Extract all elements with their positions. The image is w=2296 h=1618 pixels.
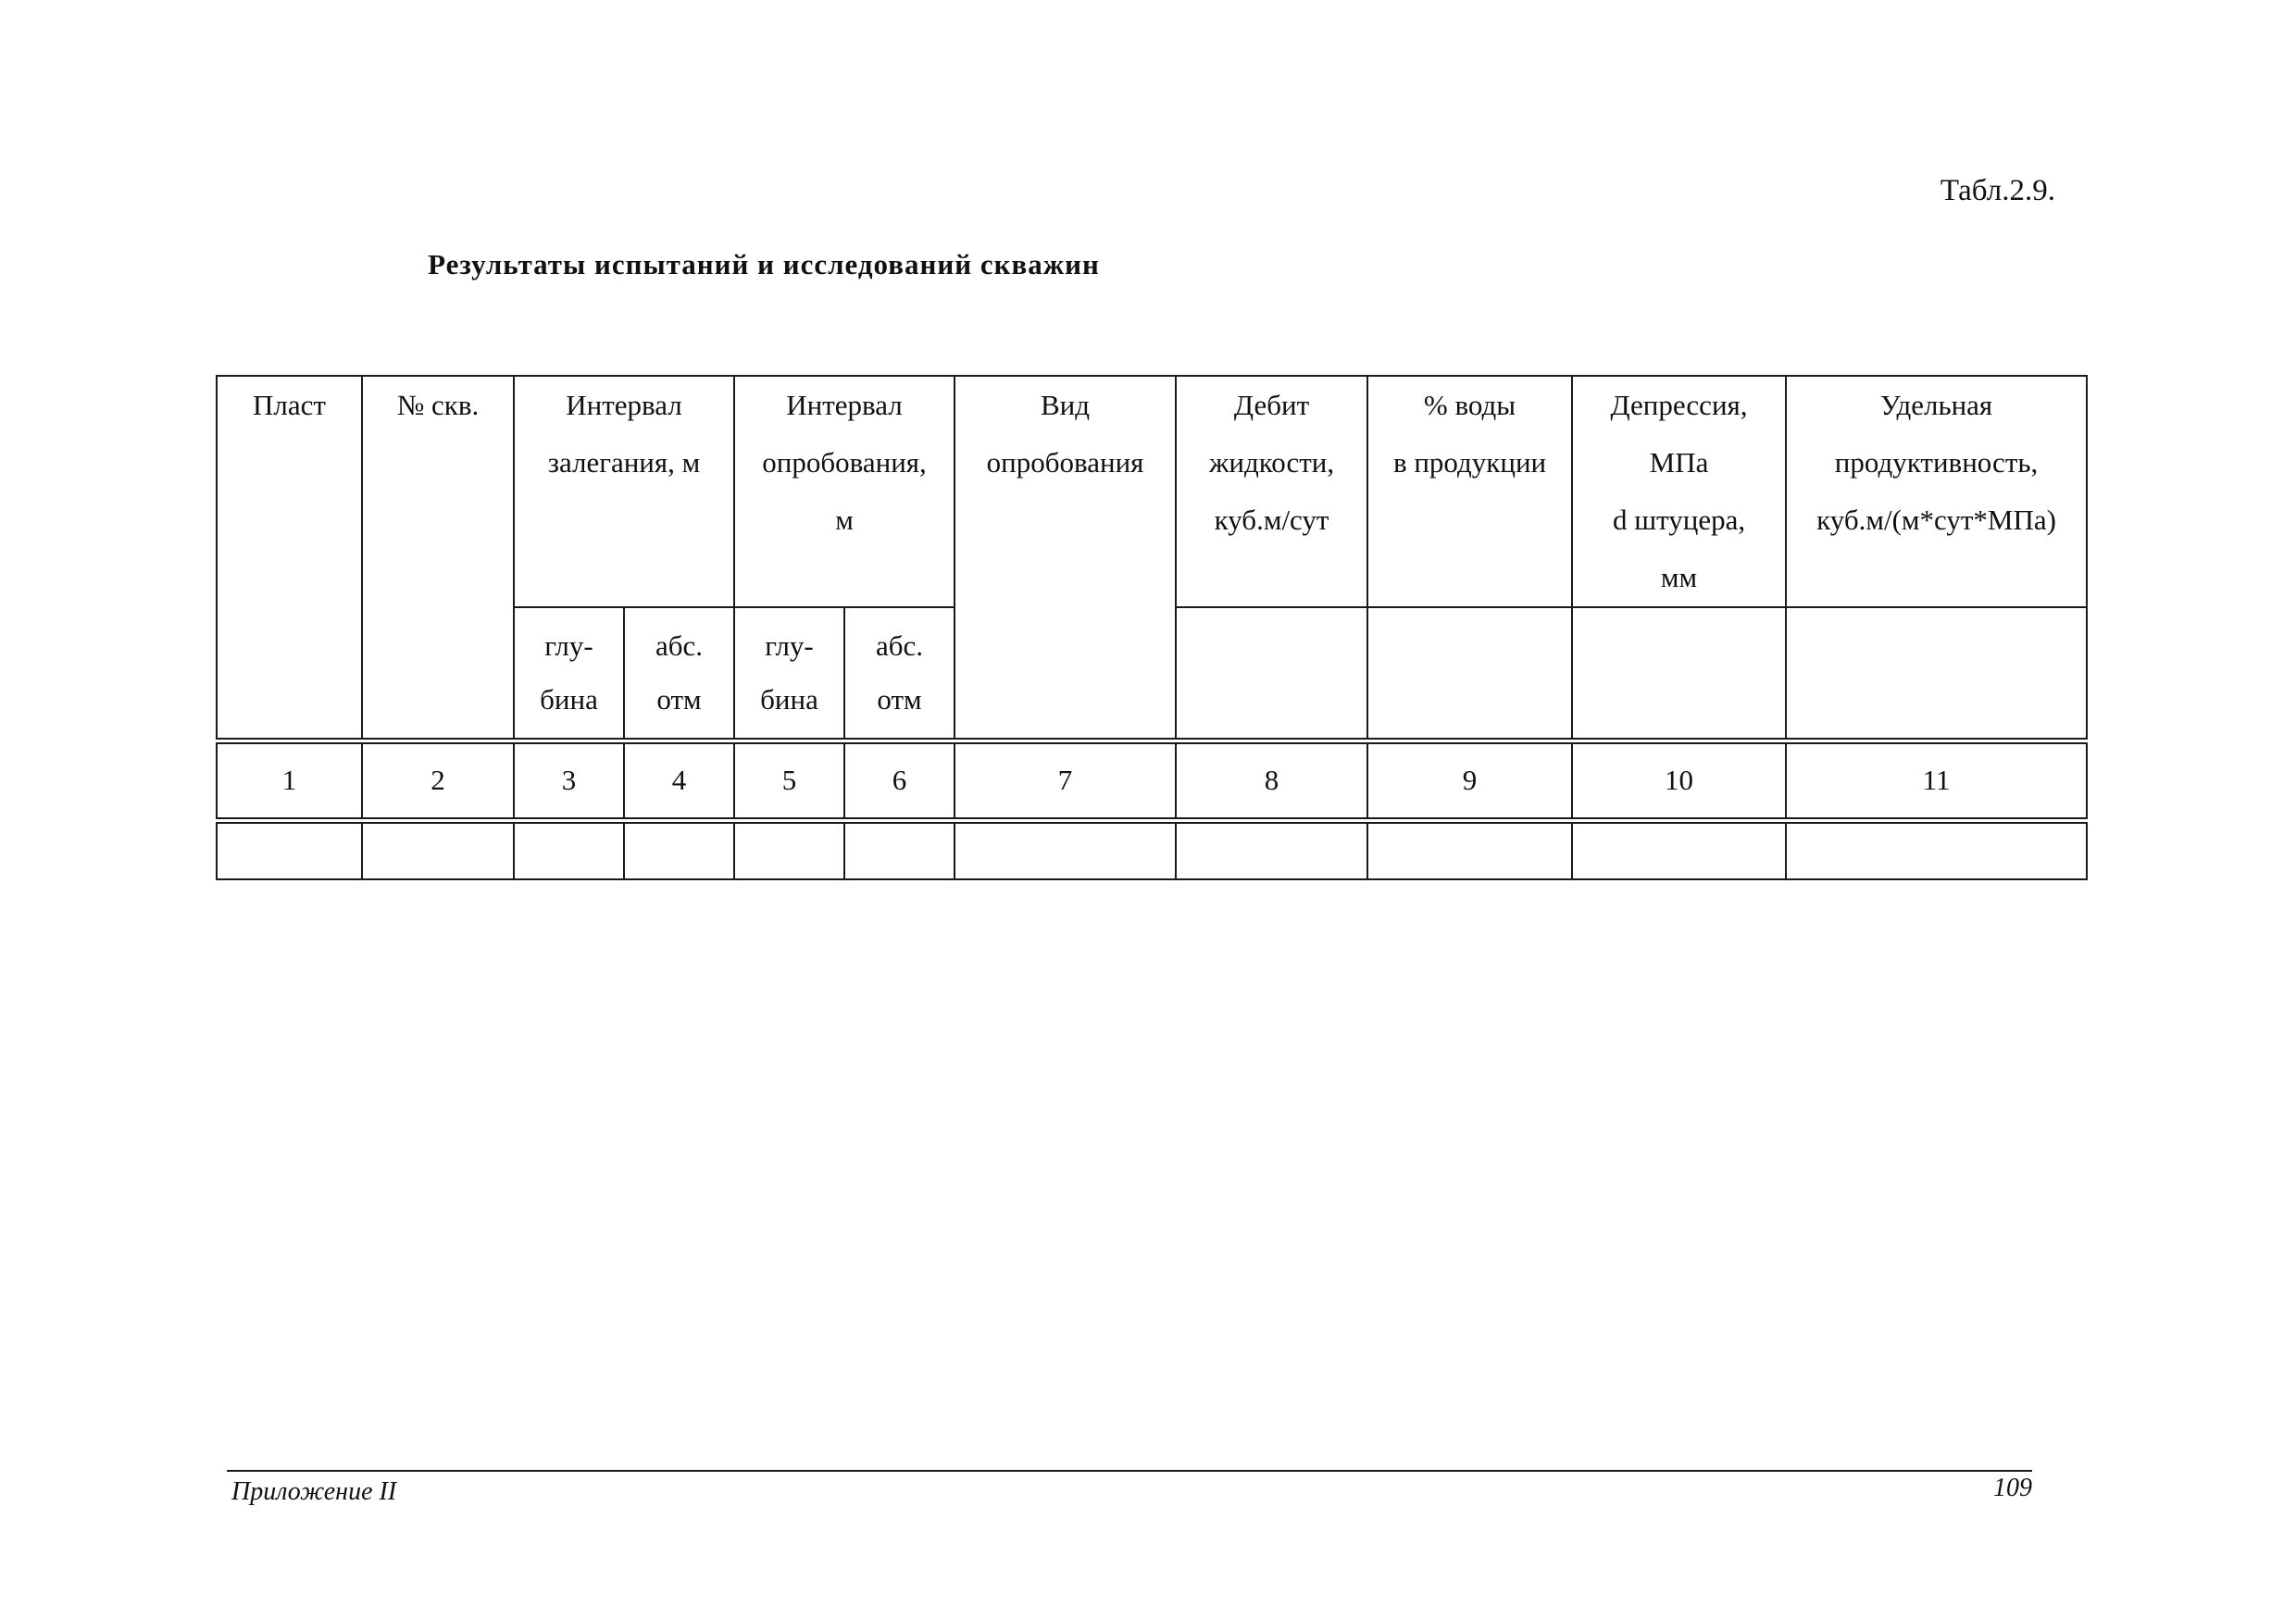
column-number: 6 [844,741,955,820]
results-table [216,375,2088,880]
table-cell [1786,820,2087,879]
table-row [217,820,2087,879]
column-number: 9 [1367,741,1572,820]
header-row [217,376,2087,607]
table-cell [362,820,514,879]
table-cell [844,820,955,879]
footer-divider [227,1470,2032,1472]
column-number: 2 [362,741,514,820]
table-cell [734,820,844,879]
header-depression: Депрессия, МПа d штуцера, мм [1572,376,1786,607]
column-number: 8 [1176,741,1367,820]
page-number: 109 [1993,1474,2032,1502]
table-cell [217,820,362,879]
page-title: Результаты испытаний и исследований скважин [428,248,1100,280]
subheader-depth-testing: глу- бина [734,607,844,741]
header-plast: Пласт [217,376,362,741]
header-interval-testing: Интервал опробования, м [734,376,955,607]
subheader-empty-8 [1176,607,1367,741]
subheader-depth-occurrence: глу- бина [514,607,624,741]
subheader-empty-11 [1786,607,2087,741]
subheader-abs-mark-occurrence: абс. отм [624,607,734,741]
table-cell [1367,820,1572,879]
table-cell [514,820,624,879]
subheader-empty-9 [1367,607,1572,741]
footer-appendix-label: Приложение II [231,1477,397,1506]
header-liquid-rate: Дебит жидкости, куб.м/сут [1176,376,1367,607]
column-number: 10 [1572,741,1786,820]
header-test-type: Вид опробования [955,376,1176,741]
column-number: 5 [734,741,844,820]
table-label: Табл.2.9. [1940,174,2055,207]
column-number: 4 [624,741,734,820]
table-cell [955,820,1176,879]
column-number: 7 [955,741,1176,820]
column-number-row [217,741,2087,820]
subheader-empty-10 [1572,607,1786,741]
column-number: 3 [514,741,624,820]
subheader-abs-mark-testing: абс. отм [844,607,955,741]
header-specific-productivity: Удельная продуктивность, куб.м/(м*сут*МПа) [1786,376,2087,607]
table-cell [624,820,734,879]
header-interval-occurrence: Интервал залегания, м [514,376,734,607]
table-cell [1572,820,1786,879]
header-well-number: № скв. [362,376,514,741]
column-number: 1 [217,741,362,820]
table-cell [1176,820,1367,879]
column-number: 11 [1786,741,2087,820]
header-water-percent: % воды в продукции [1367,376,1572,607]
